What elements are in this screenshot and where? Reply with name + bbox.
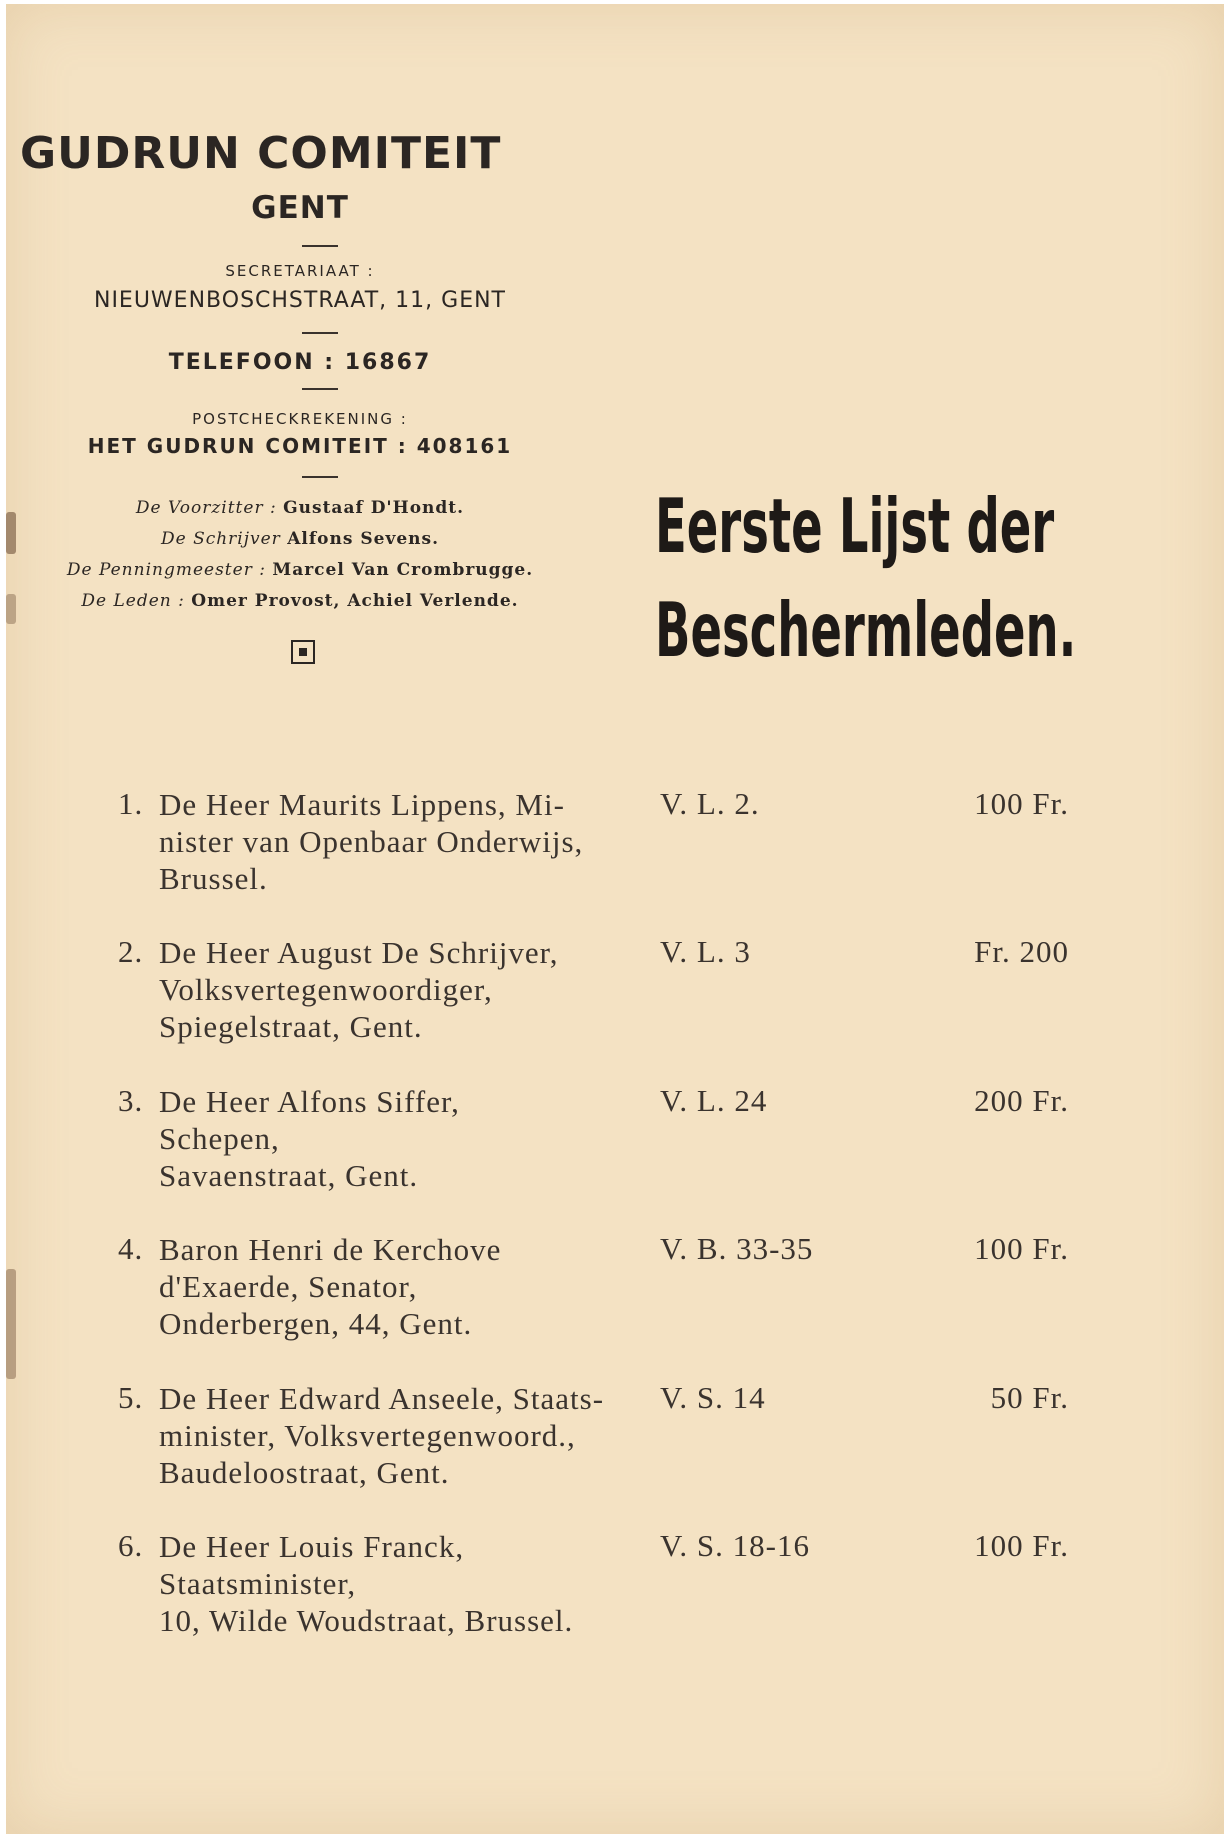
- entry-line: De Heer Alfons Siffer,: [159, 1084, 460, 1119]
- entry-line: Volksvertegenwoordiger,: [159, 972, 493, 1007]
- entry-line: Schepen,: [159, 1121, 280, 1156]
- postcheck-account: HET GUDRUN COMITEIT : 408161: [87, 434, 513, 458]
- letterhead: [20, 0, 580, 700]
- entry-name: [159, 934, 619, 1045]
- entry-reference: V. L. 2.: [660, 786, 760, 821]
- city-name: GENT: [251, 190, 349, 226]
- entry-reference: V. S. 14: [660, 1380, 766, 1415]
- document-heading-line2: Beschermleden.: [655, 586, 1077, 674]
- secretariat-label: SECRETARIAAT :: [225, 262, 375, 280]
- entry-number: 4.: [118, 1231, 144, 1266]
- divider: [302, 476, 338, 478]
- divider: [302, 332, 338, 334]
- officer-chairman: [20, 498, 580, 518]
- divider: [302, 245, 338, 247]
- entry-line: De Heer August De Schrijver,: [159, 935, 559, 970]
- entry-line: Onderbergen, 44, Gent.: [159, 1306, 473, 1341]
- entry-name: [159, 786, 619, 897]
- edge-stain: [6, 594, 16, 624]
- entry-name: [159, 1231, 619, 1342]
- officer-role: De Schrijver: [160, 529, 281, 549]
- list-item: [0, 786, 1229, 936]
- list-item: [0, 1380, 1229, 1530]
- officer-role: De Voorzitter :: [135, 498, 277, 518]
- officer-secretary: [20, 529, 580, 549]
- entry-reference: V. L. 3: [660, 934, 751, 969]
- postcheck-label: POSTCHECKREKENING :: [192, 410, 408, 428]
- entry-line: De Heer Maurits Lippens, Mi-: [159, 787, 565, 822]
- entry-amount: 100 Fr.: [974, 786, 1069, 821]
- organization-name: GUDRUN COMITEIT: [20, 128, 502, 179]
- entry-amount: 100 Fr.: [974, 1528, 1069, 1563]
- list-item: [0, 1231, 1229, 1381]
- entry-name: [159, 1528, 619, 1639]
- edge-stain: [6, 512, 16, 554]
- list-item: [0, 934, 1229, 1084]
- officer-name: Marcel Van Crombrugge.: [272, 560, 534, 580]
- officer-role: De Penningmeester :: [66, 560, 266, 580]
- officer-name: Omer Provost, Achiel Verlende.: [191, 591, 519, 611]
- entry-amount: 200 Fr.: [974, 1083, 1069, 1118]
- entry-line: Staatsminister,: [159, 1566, 357, 1601]
- entry-line: Baron Henri de Kerchove: [159, 1232, 502, 1267]
- entry-reference: V. L. 24: [660, 1083, 768, 1118]
- officer-role: De Leden :: [81, 591, 185, 611]
- entry-amount: Fr. 200: [974, 934, 1069, 969]
- entry-reference: V. S. 18-16: [660, 1528, 810, 1563]
- entry-line: Baudeloostraat, Gent.: [159, 1455, 450, 1490]
- entry-number: 1.: [118, 786, 144, 821]
- entry-line: De Heer Louis Franck,: [159, 1529, 465, 1564]
- document-heading-line1: Eerste Lijst der: [655, 482, 1055, 570]
- entry-number: 3.: [118, 1083, 144, 1118]
- entry-number: 6.: [118, 1528, 144, 1563]
- entry-line: Brussel.: [159, 861, 268, 896]
- entry-reference: V. B. 33-35: [660, 1231, 814, 1266]
- officer-treasurer: [20, 560, 580, 580]
- entry-name: [159, 1380, 619, 1491]
- entry-line: De Heer Edward Anseele, Staats-: [159, 1381, 605, 1416]
- entry-line: nister van Openbaar Onderwijs,: [159, 824, 584, 859]
- entry-amount: 50 Fr.: [990, 1380, 1069, 1415]
- entry-line: Savaenstraat, Gent.: [159, 1158, 419, 1193]
- list-item: [0, 1528, 1229, 1678]
- entry-line: minister, Volksvertegenwoord.,: [159, 1418, 576, 1453]
- entry-line: Spiegelstraat, Gent.: [159, 1009, 423, 1044]
- officer-name: Alfons Sevens.: [287, 529, 440, 549]
- ornament-icon: [291, 640, 315, 664]
- entry-number: 5.: [118, 1380, 144, 1415]
- secretariat-address: NIEUWENBOSCHSTRAAT, 11, GENT: [93, 288, 506, 313]
- entry-number: 2.: [118, 934, 144, 969]
- officer-name: Gustaaf D'Hondt.: [283, 498, 465, 518]
- list-item: [0, 1083, 1229, 1233]
- entry-name: [159, 1083, 619, 1194]
- divider: [302, 388, 338, 390]
- entry-amount: 100 Fr.: [974, 1231, 1069, 1266]
- officer-members: [20, 591, 580, 611]
- entry-line: d'Exaerde, Senator,: [159, 1269, 418, 1304]
- entry-line: 10, Wilde Woudstraat, Brussel.: [159, 1603, 574, 1638]
- telephone: TELEFOON : 16867: [168, 350, 432, 375]
